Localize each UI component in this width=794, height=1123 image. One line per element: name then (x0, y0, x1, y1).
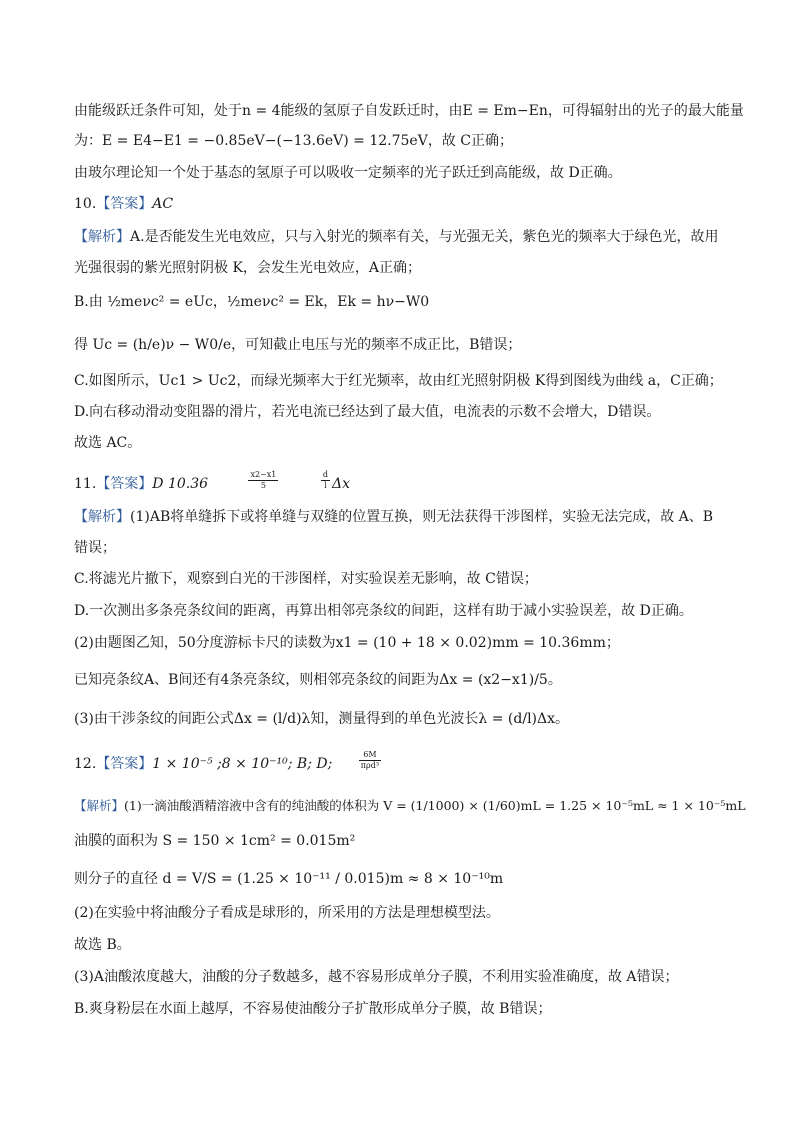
text-line (74, 432, 754, 454)
text-line (74, 291, 754, 313)
analysis-line (74, 226, 754, 248)
text-line (74, 537, 754, 559)
text-line (74, 966, 754, 988)
line-text: 错误； (74, 540, 116, 556)
analysis-tag: 【解析】 (74, 509, 130, 525)
answer-line (74, 470, 754, 495)
text-line (74, 902, 754, 924)
text-line (74, 130, 754, 152)
answer-tag: 【答案】 (96, 196, 153, 212)
question-number: 12. (74, 756, 97, 772)
text-line (74, 162, 754, 184)
answer-line (74, 750, 754, 775)
line-text: 已知亮条纹A、B间还有4条亮条纹，则相邻亮条纹的间距为Δx = (x2−x1)/5。 (74, 672, 562, 688)
answer-fraction (321, 470, 330, 491)
text-line (74, 632, 754, 654)
line-text: C.如图所示，Uc1 > Uc2，而绿光频率大于红光频率，故由红光照射阴极 K得到图线为曲线 a，C正确； (74, 373, 723, 389)
line-text: (1)AB将单缝拆下或将单缝与双缝的位置互换，则无法获得干涉图样，实验无法完成，故 A、B (130, 509, 714, 525)
line-text: 故选 B。 (74, 937, 131, 953)
fraction-numerator: 6M (359, 750, 381, 761)
answer-fraction (248, 470, 278, 491)
line-text: 油膜的面积为 S = 150 × 1cm² = 0.015m² (74, 833, 356, 849)
line-text: C.将滤光片撤下，观察到白光的干涉图样，对实验误差无影响，故 C错误； (74, 571, 538, 587)
fraction-denominator: πρd³ (360, 761, 380, 770)
answer-value: D 10.36 (152, 476, 209, 492)
line-text: B.由 ½meνc² = eUc，½meνc² = Ek，Ek = hν−W0 (74, 294, 430, 310)
text-line (74, 600, 754, 622)
line-text: D.一次测出多条亮条纹间的距离，再算出相邻亮条纹的间距，这样有助于减小实验误差，故 D正确。 (74, 603, 693, 619)
text-line (74, 669, 754, 691)
line-text: (3)由干涉条纹的间距公式Δx = (l/d)λ知，测量得到的单色光波长λ = (d/l)Δx。 (74, 711, 570, 727)
text-line (74, 334, 754, 356)
text-line (74, 100, 754, 122)
line-text: 则分子的直径 d = V/S = (1.25 × 10⁻¹¹ / 0.015)m ≈ 8 × 10⁻¹⁰m (74, 871, 504, 887)
line-text: 得 Uc = (h/e)ν − W0/e，可知截止电压与光的频率不成正比，B错误； (74, 337, 522, 353)
analysis-line (74, 795, 754, 817)
text-line (74, 370, 754, 392)
line-text: 为：E = E4−E1 = −0.85eV−(−13.6eV) = 12.75eV，故 C正确； (74, 133, 513, 149)
line-text: B.爽身粉层在水面上越厚，不容易使油酸分子扩散形成单分子膜，故 B错误； (74, 1001, 552, 1017)
line-text: 故选 AC。 (74, 435, 142, 451)
analysis-line (74, 506, 754, 528)
analysis-tag: 【解析】 (74, 229, 130, 245)
line-text: (1)一滴油酸酒精溶液中含有的纯油酸的体积为 V = (1/1000) × (1/60)mL = 1.25 × 10⁻⁵mL ≈ 1 × 10⁻⁵mL (124, 798, 746, 813)
answer-tag: 【答案】 (96, 756, 153, 772)
fraction-denominator: l (324, 481, 327, 490)
answer-value: Δx (331, 476, 350, 492)
text-line (74, 568, 754, 590)
answer-fraction (359, 750, 381, 771)
text-line (74, 998, 754, 1020)
text-line (74, 934, 754, 956)
fraction-numerator: d (322, 470, 328, 479)
analysis-tag: 【解析】 (74, 798, 125, 813)
line-text: 光强很弱的紫光照射阴极 K，会发生光电效应，A正确； (74, 260, 422, 276)
text-line (74, 868, 754, 890)
question-number: 11. (74, 476, 97, 492)
line-text: 由能级跃迁条件可知，处于n = 4能级的氢原子自发跃迁时，由E = Em−En，可得辐射出的光子的最大能量 (74, 103, 744, 119)
line-text: (2)在实验中将油酸分子看成是球形的，所采用的方法是理想模型法。 (74, 905, 500, 921)
answer-line (74, 193, 754, 215)
text-line (74, 257, 754, 279)
answer-value: AC (152, 196, 174, 212)
line-text: 由玻尔理论知一个处于基态的氢原子可以吸收一定频率的光子跃迁到高能级，故 D正确。 (74, 165, 622, 181)
line-text: D.向右移动滑动变阻器的滑片，若光电流已经达到了最大值，电流表的示数不会增大，D错误。 (74, 404, 661, 420)
fraction-denominator: 5 (260, 481, 266, 490)
text-line (74, 830, 754, 852)
answer-value: 1 × 10⁻⁵ ;8 × 10⁻¹⁰; B; D; (152, 756, 333, 772)
question-number: 10. (74, 196, 97, 212)
text-line (74, 401, 754, 423)
line-text: (2)由题图乙知，50分度游标卡尺的读数为x1 = (10 + 18 × 0.02)mm = 10.36mm； (74, 635, 620, 651)
text-line (74, 708, 754, 730)
answer-tag: 【答案】 (96, 476, 153, 492)
line-text: (3)A油酸浓度越大，油酸的分子数越多，越不容易形成单分子膜，不利用实验准确度，故 A错误； (74, 969, 679, 985)
line-text: A.是否能发生光电效应，只与入射光的频率有关，与光强无关，紫色光的频率大于绿色光，故用 (130, 229, 719, 245)
fraction-numerator: x2−x1 (250, 470, 277, 479)
